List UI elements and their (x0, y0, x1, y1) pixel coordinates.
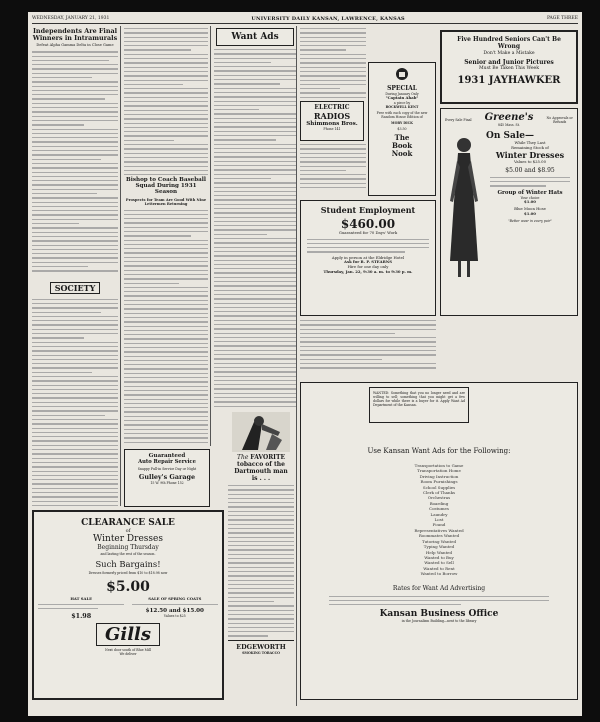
use-kansan-item: Roommates Wanted (418, 533, 460, 539)
clearance-dresses: Winter Dresses (93, 534, 163, 544)
jayhawker-line3: Senior and Junior Pictures (464, 59, 554, 66)
coat-sale-values: Values to $25 (163, 613, 186, 618)
jayhawker-line4: Must Be Taken This Week (478, 66, 540, 71)
special-author-prefix: a piece by (393, 100, 411, 105)
hat-sale-price: $1.98 (71, 612, 92, 621)
book-nook-the: The (394, 132, 410, 142)
clearance-of: of (125, 528, 131, 534)
greenes-right-note: No Approvals or Refunds (546, 115, 573, 124)
use-kansan-item: Costumes (429, 506, 449, 512)
hat-sale-block (38, 597, 124, 620)
employment-amount: $460.00 (340, 217, 396, 231)
use-kansan-item: Clerk of Thanks (422, 490, 456, 496)
use-kansan-item: Laundry (430, 511, 448, 517)
use-kansan-item: Lost (434, 517, 444, 523)
radio-phone: Phone 141 (323, 127, 341, 132)
society-logo: SOCIETY (50, 282, 101, 294)
coat-sale-prices: $12.50 and $15.00 (145, 607, 204, 614)
gills-delivery: We deliver (119, 652, 137, 657)
ad-edgeworth (228, 412, 294, 708)
favorite-line4: is . . . (251, 475, 271, 482)
greenes-onsale: On Sale— (486, 131, 534, 141)
want-ads-header (216, 28, 294, 46)
issue-date: WEDNESDAY, JANUARY 21, 1931 (32, 16, 110, 21)
article-text (32, 51, 118, 271)
favorite-line2: tobacco of the (237, 461, 285, 468)
greenes-left-note: Every Sale Final (445, 117, 472, 122)
employment-title: Student Employment (320, 205, 416, 215)
use-kansan-item: Wanted to Rent (423, 565, 455, 571)
column-rule (120, 26, 121, 506)
clearance-begin: Beginning Thursday (97, 544, 159, 551)
column-rule (296, 26, 297, 706)
book-nook-emblem (371, 66, 433, 85)
want-ads-title: Want Ads (231, 32, 279, 42)
ad-jayhawker (440, 30, 578, 104)
greenes-remaining: Remaining Stock of (511, 144, 549, 150)
newspaper-page (28, 12, 582, 716)
ad-student-employment (300, 200, 436, 316)
clearance-title: CLEARANCE SALE (81, 518, 175, 528)
greenes-values: Values to $25.00 (513, 159, 547, 165)
business-office-sub: in the Journalism Building—next to the library (401, 619, 477, 624)
baseball-headline: Bishop to Coach Baseball Squad During 1931 Season (126, 177, 206, 196)
employment-guarantee: Guaranteed for 70 Days' Work (338, 230, 398, 235)
masthead-title: UNIVERSITY DAILY KANSAN, LAWRENCE, KANSAS (251, 15, 405, 22)
society-text (32, 299, 118, 506)
employment-date: Thursday, Jan. 22, 9:30 a. m. to 9:30 p. m. (323, 268, 413, 274)
garage-address: 15 W. 9th Phone 152 (150, 481, 184, 485)
use-kansan-item: Wanted to Borrow (420, 571, 458, 577)
jayhawker-line1: Five Hundred Seniors Can't Be Wrong (457, 36, 561, 50)
use-kansan-item: Driving Instruction (419, 473, 459, 479)
radio-shop: Shimmons Bros. (306, 121, 358, 128)
ad-radios (300, 101, 364, 141)
jayhawker-title: 1931 JAYHAWKER (457, 75, 561, 86)
greenes-while: While They Last (514, 140, 546, 145)
use-kansan-item: Found (432, 522, 446, 528)
coat-sale-block (132, 597, 218, 620)
book-nook-book: Book (391, 140, 413, 150)
special-title: SPECIAL (387, 85, 417, 92)
special-price: $3.50 (397, 126, 407, 131)
greenes-hose-price: $1.00 (524, 210, 536, 216)
edgeworth-sub: SMOKING TOBACCO (242, 650, 280, 655)
auto-ad-title: Guaranteed (148, 453, 186, 459)
ad-greenes (440, 108, 578, 316)
gills-logo (38, 624, 218, 645)
want-ads-listings (300, 144, 366, 188)
radio-line1: ELECTRIC (314, 104, 350, 112)
ad-auto-repair (124, 449, 210, 507)
greenes-note: "Better wear in every pair" (508, 219, 552, 224)
clearance-original-price: Dresses formerly priced from $10 to $18.98 now (88, 571, 168, 575)
use-kansan-item: Typing Wanted (423, 544, 455, 550)
want-ads-listings (300, 28, 366, 98)
sports-subhead: Defeat Alpha Gamma Delta in Close Game (36, 43, 114, 48)
greenes-hose: Blue Moon Hose (514, 206, 546, 212)
special-book: "Captain Ahab" (385, 95, 419, 100)
radio-line2: RADIOS (313, 111, 351, 122)
ad-clearance-sale (32, 510, 224, 700)
employment-ask: Ask for R. P. STEARNS (344, 259, 392, 265)
employment-hours: Hire for one day only (347, 263, 389, 269)
greenes-name: Greene's (484, 112, 534, 123)
ad-book-nook (368, 62, 436, 196)
sports-headline: Independents Are Final Winners in Intramurals (32, 28, 118, 42)
employment-apply: Apply in person at the Eldridge Hotel (331, 254, 405, 260)
use-kansan-item: Wanted to Sell (424, 560, 454, 566)
greenes-hat-price: $1.00 (524, 198, 536, 204)
clearance-rest: and lasting the rest of the season. (100, 552, 156, 556)
coat-sale-title: SALE OF SPRING COATS (148, 596, 202, 601)
use-kansan-item: Wanted to Buy (424, 554, 454, 560)
greenes-prices: $5.00 and $8.95 (505, 166, 555, 174)
article-text (124, 210, 208, 447)
book-nook-nook: Nook (391, 148, 413, 158)
use-kansan-item: Boarding (429, 500, 449, 506)
use-kansan-item: Transportation to Game (414, 463, 464, 468)
use-kansan-item: Tutoring Wanted (421, 538, 457, 544)
column-news (124, 28, 208, 446)
column-sports (32, 28, 118, 506)
greenes-choice: Your choice (520, 195, 540, 200)
article-text (124, 28, 208, 175)
auto-ad-service: Snappy Pull-in Service Day or Night (137, 467, 197, 471)
hat-sale-title: HAT SALE (70, 596, 93, 601)
gills-location: Next door south of Blue Mill (105, 648, 151, 653)
use-kansan-title: Use Kansan Want Ads for the Following: (367, 447, 511, 455)
ad-use-kansan (300, 382, 578, 700)
favorite-line3: Dartmouth man (234, 468, 288, 475)
want-ads-column-1 (214, 28, 296, 408)
want-ads-column-3 (300, 320, 436, 380)
special-novel: MOBY DICK (391, 120, 413, 125)
greenes-winter: Winter Dresses (495, 150, 565, 161)
fashion-illustration (444, 131, 484, 281)
page-number: PAGE THREE (546, 16, 578, 21)
clearance-bargain: Such Bargains! (95, 559, 161, 569)
garage-name: Gulley's Garage (138, 473, 196, 481)
greenes-hats: Group of Winter Hats (497, 189, 563, 196)
jayhawker-line2: Don't Make a Mistake (483, 51, 535, 56)
special-period: During January Only (385, 92, 419, 96)
use-kansan-item: Help Wanted (425, 549, 453, 555)
business-office: Kansan Business Office (379, 609, 499, 620)
wanted-notice (369, 387, 469, 423)
society-section-header (32, 276, 118, 295)
use-kansan-list (305, 463, 573, 577)
gills-logo-text: Gills (96, 623, 160, 646)
use-kansan-item: Representatives Wanted (414, 527, 464, 533)
rates-title: Rates for Want Ad Advertising (392, 584, 486, 592)
use-kansan-item: Orchestras (427, 495, 451, 501)
clearance-price: $5.00 (106, 579, 150, 595)
book-nook-name (371, 134, 433, 158)
favorite-word: FAVORITE (250, 454, 286, 461)
edgeworth-text (228, 485, 294, 637)
baseball-subhead: Prospects for Team Are Good With Nine Lettermen Returning (125, 197, 207, 206)
want-ads-listings (214, 49, 296, 408)
favorite-prefix: The (236, 454, 249, 461)
column-rule (210, 26, 211, 446)
special-offer: Free with each copy of the new Random House Edition of (376, 110, 428, 119)
want-ads-column-2 (300, 28, 366, 196)
auto-ad-subtitle: Auto Repair Service (138, 459, 196, 465)
greenes-address: 845 Mass. St. (497, 123, 521, 127)
edgeworth-brand: EDGEWORTH (228, 640, 294, 651)
use-kansan-item: Transportation Home (417, 468, 461, 474)
special-author: ROCKWELL KENT (385, 104, 419, 109)
edgeworth-illustration (232, 412, 290, 452)
use-kansan-item: School Supplies (422, 484, 456, 490)
wanted-notice-text: WANTED: Something that you no longer need and are willing to sell; something that you might get a few dollars for while there is a buyer for it. Apply Want Ad Department of the Kansan. (373, 391, 465, 407)
page-header (32, 14, 578, 24)
use-kansan-item: Room Furnishings (420, 479, 458, 485)
